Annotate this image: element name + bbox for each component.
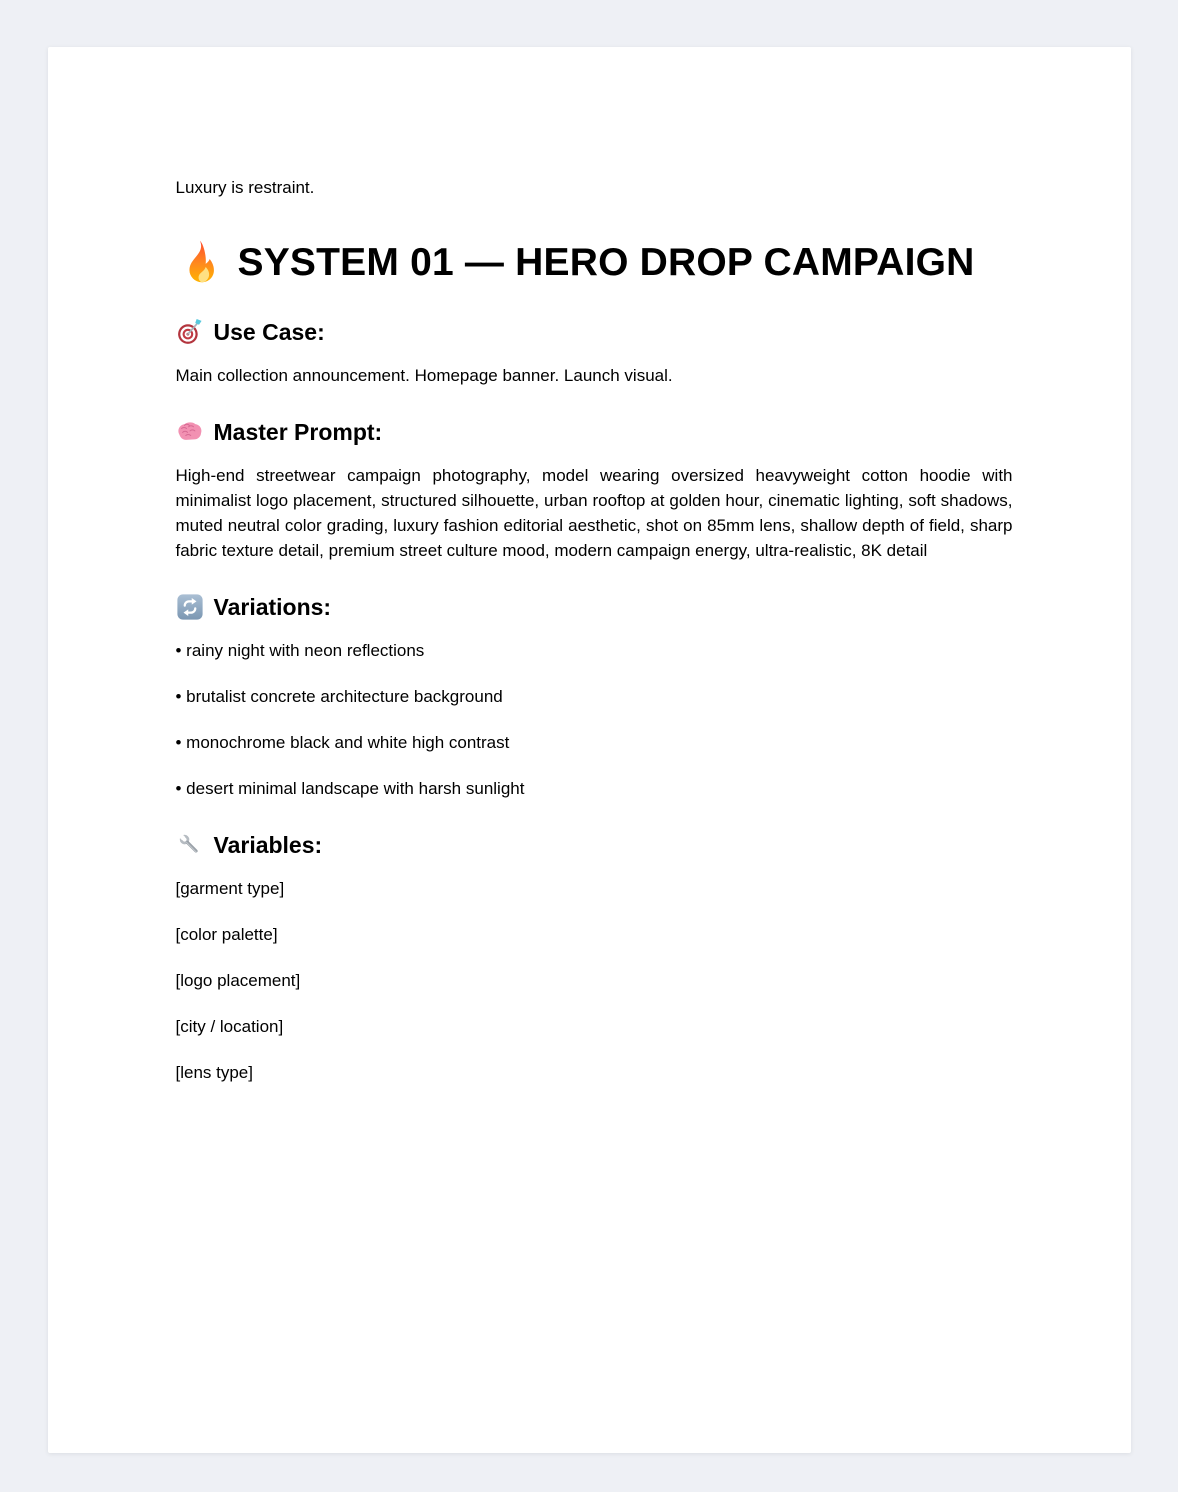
use-case-body: Main collection announcement. Homepage banner. Launch visual. bbox=[175, 366, 673, 385]
variables-heading bbox=[176, 831, 1013, 859]
fire-icon bbox=[176, 238, 224, 288]
document-title bbox=[176, 238, 1013, 288]
variables-heading-text: Variables: bbox=[213, 832, 323, 858]
variation-item: • brutalist concrete architecture background bbox=[175, 687, 503, 706]
document-title-text: SYSTEM 01 — HERO DROP CAMPAIGN bbox=[237, 241, 975, 284]
brain-icon bbox=[176, 418, 204, 446]
dart-target-icon bbox=[176, 318, 204, 346]
variable-item: [color palette] bbox=[175, 925, 278, 944]
master-prompt-body: High-end streetwear campaign photography, model wearing oversized heavyweight cotton hoodie with minimalist logo placement, structured silhouette, urban rooftop at golden hour, cinematic lighting, soft shadows, muted neutral color grading, luxury fashion editorial aesthetic, shot on 85mm lens, shallow depth of field, sharp fabric texture detail, premium street culture mood, modern campaign energy, ultra-realistic, 8K detail bbox=[175, 466, 1013, 560]
variable-item: [logo placement] bbox=[175, 971, 301, 990]
wrench-icon bbox=[176, 831, 204, 859]
variation-item: • rainy night with neon reflections bbox=[175, 641, 425, 660]
intro-text: Luxury is restraint. bbox=[175, 178, 315, 197]
repeat-icon bbox=[176, 593, 204, 621]
variation-item: • desert minimal landscape with harsh sunlight bbox=[175, 779, 525, 798]
variation-item: • monochrome black and white high contrast bbox=[175, 733, 510, 752]
master-prompt-heading-text: Master Prompt: bbox=[213, 419, 383, 445]
document-page bbox=[48, 47, 1131, 1453]
variations-heading-text: Variations: bbox=[213, 594, 332, 620]
master-prompt-heading bbox=[176, 418, 1013, 446]
variable-item: [lens type] bbox=[175, 1063, 253, 1082]
variable-item: [garment type] bbox=[175, 879, 285, 898]
use-case-heading bbox=[176, 318, 1013, 346]
use-case-heading-text: Use Case: bbox=[213, 319, 325, 345]
variable-item: [city / location] bbox=[175, 1017, 284, 1036]
variations-heading bbox=[176, 593, 1013, 621]
